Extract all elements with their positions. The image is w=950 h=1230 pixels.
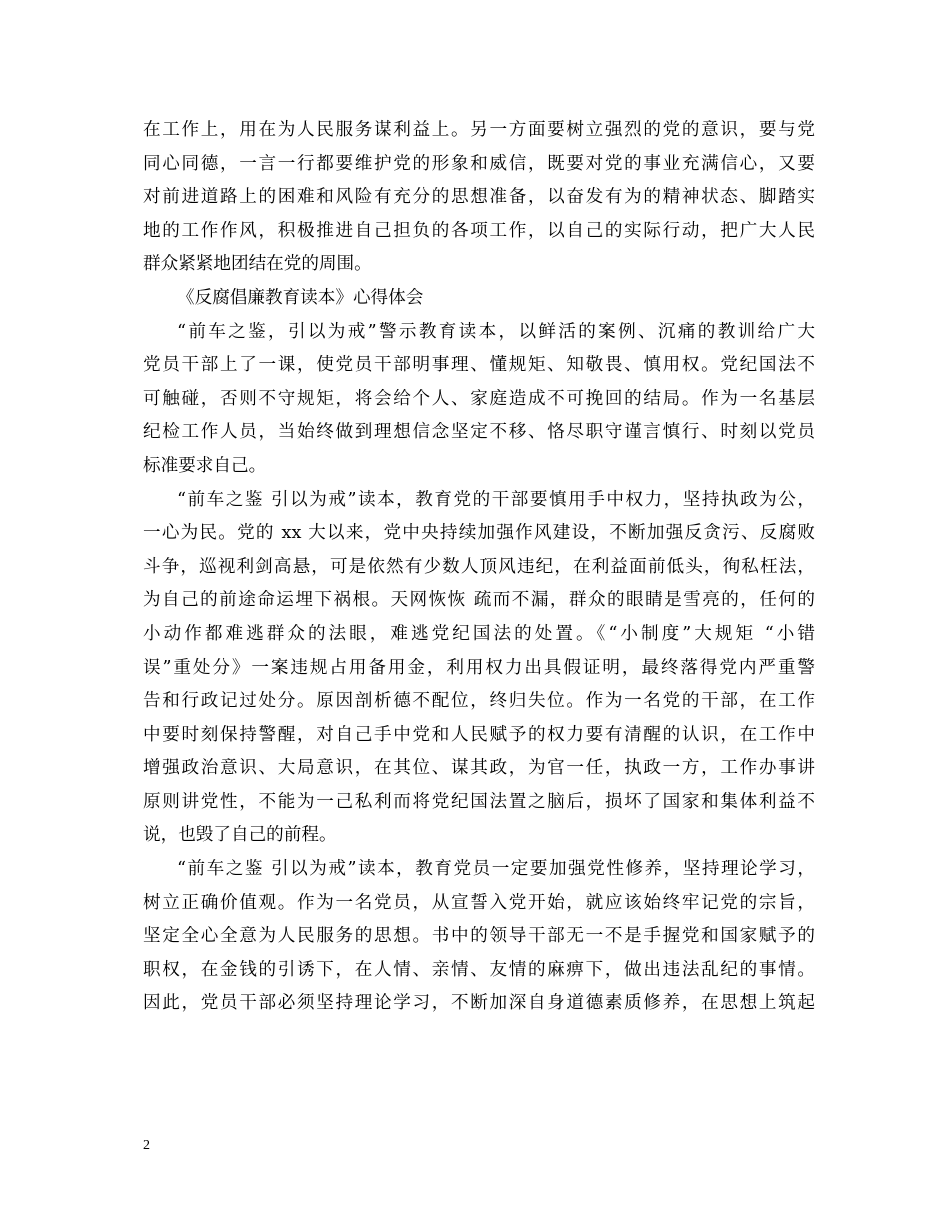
text-line: 误”重处分》一案违规占用备用金，利用权力出具假证明，最终落得党内严重警 xyxy=(143,657,815,678)
text-line: 可触碰，否则不守规矩，将会给个人、家庭造成不可挽回的结局。作为一名基层 xyxy=(143,388,815,409)
text-line: 树立正确价值观。作为一名党员，从宣誓入党开始，就应该始终牢记党的宗旨， xyxy=(143,892,815,913)
text-line: 党员干部上了一课，使党员干部明事理、懂规矩、知敬畏、慎用权。党纪国法不 xyxy=(143,355,815,376)
text-line: 职权，在金钱的引诱下，在人情、亲情、友情的麻痹下，做出违法乱纪的事情。 xyxy=(143,959,815,980)
section-heading xyxy=(143,282,815,316)
heading-line: 《反腐倡廉教育读本》心得体会 xyxy=(177,287,424,308)
paragraph-1 xyxy=(143,114,815,282)
text-line: 一心为民。党的 xx 大以来，党中央持续加强作风建设，不断加强反贪污、反腐败 xyxy=(143,523,815,544)
text-line: 同心同德，一言一行都要维护党的形象和威信，既要对党的事业充满信心，又要 xyxy=(143,153,815,174)
text-line: 小动作都难逃群众的法眼，难逃党纪国法的处置。《“小制度”大规矩 “小错 xyxy=(143,623,815,644)
text-line: 为自己的前途命运埋下祸根。天网恢恢 疏而不漏，群众的眼睛是雪亮的，任何的 xyxy=(143,590,815,611)
text-line: 群众紧紧地团结在党的周围。 xyxy=(143,254,372,275)
text-line: “前车之鉴 引以为戒”读本，教育党的干部要慎用手中权力，坚持执政为公， xyxy=(177,489,815,510)
text-line: 斗争，巡视利剑高悬，可是依然有少数人顶风违纪，在利益面前低头，徇私枉法， xyxy=(143,556,815,577)
text-line: 地的工作作风，积极推进自己担负的各项工作，以自己的实际行动，把广大人民 xyxy=(143,220,815,241)
text-line: 纪检工作人员，当始终做到理想信念坚定不移、恪尽职守谨言慎行、时刻以党员 xyxy=(143,422,815,443)
page-number: 2 xyxy=(143,1138,150,1153)
document-body xyxy=(143,114,815,1021)
text-line: 原则讲党性，不能为一己私利而将党纪国法置之脑后，损坏了国家和集体利益不 xyxy=(143,791,815,812)
text-line: 在工作上，用在为人民服务谋利益上。另一方面要树立强烈的党的意识，要与党 xyxy=(143,120,815,140)
text-line: 增强政治意识、大局意识，在其位、谋其政，为官一任，执政一方，工作办事讲 xyxy=(143,758,815,779)
text-line: 中要时刻保持警醒，对自己手中党和人民赋予的权力要有清醒的认识，在工作中 xyxy=(143,724,815,745)
text-line: 标准要求自己。 xyxy=(143,455,267,476)
text-line: “前车之鉴，引以为戒”警示教育读本，以鲜活的案例、沉痛的教训给广大 xyxy=(177,321,815,342)
paragraph-2 xyxy=(143,316,815,484)
text-line: 因此，党员干部必须坚持理论学习，不断加深自身道德素质修养，在思想上筑起 xyxy=(143,993,815,1014)
text-line: “前车之鉴 引以为戒”读本，教育党员一定要加强党性修养，坚持理论学习， xyxy=(177,859,815,880)
text-line: 对前进道路上的困难和风险有充分的思想准备，以奋发有为的精神状态、脚踏实 xyxy=(143,187,815,208)
text-line: 坚定全心全意为人民服务的思想。书中的领导干部无一不是手握党和国家赋予的 xyxy=(143,926,815,947)
paragraph-3 xyxy=(143,484,815,854)
text-line: 告和行政记过处分。原因剖析德不配位，终归失位。作为一名党的干部，在工作 xyxy=(143,691,815,712)
text-line: 说，也毁了自己的前程。 xyxy=(143,825,337,846)
paragraph-4 xyxy=(143,853,815,1021)
